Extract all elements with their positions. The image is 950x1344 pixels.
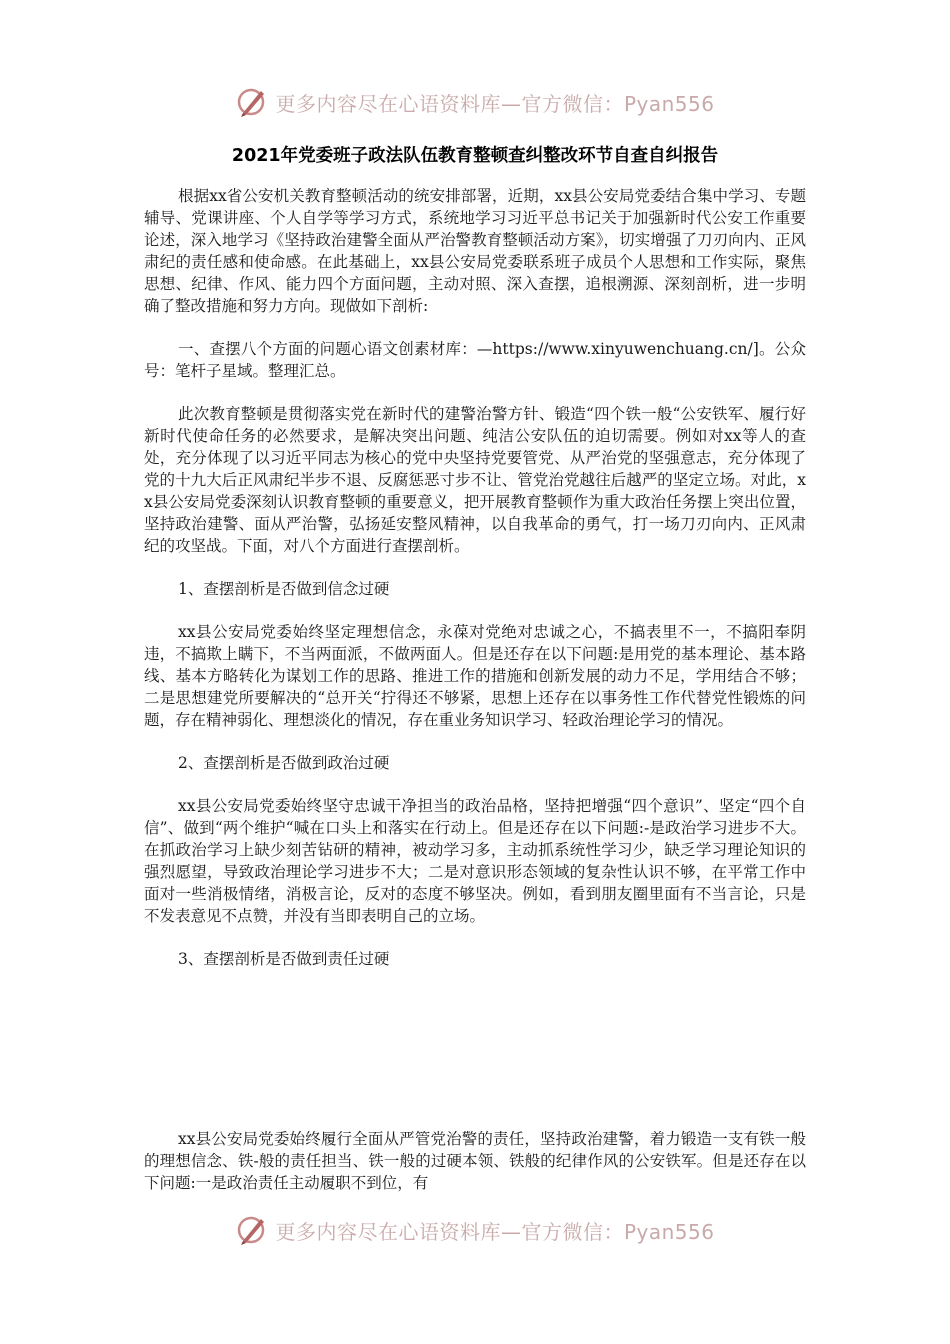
paragraph-responsibility: xx县公安局党委始终履行全面从严管党治警的责任，坚持政治建警，着力锻造一支有铁一般的理想信念、铁-般的责任担当、铁一般的过硬本领、铁般的纪律作风的公安铁军。但是还存在以下问题:一是政治责任主动履职不到位，有 [144,1130,806,1192]
section-heading-1: 一、查摆八个方面的问题心语文创素材库：—https://www.xinyuwenchuang.cn/]。公众号：笔杆子星域。整理汇总。 [144,340,806,380]
watermark-banner-bottom [0,1208,950,1252]
paragraph-belief: xx县公安局党委始终坚定理想信念，永葆对党绝对忠诚之心，不搞表里不一，不搞阳奉阴违，不搞欺上瞒下，不当两面派，不做两面人。但是还存在以下问题:是用党的基本理论、基本路线、基本方略转化为谋划工作的思路、推进工作的措施和创新发展的动力不足，学用结合不够；二是思想建党所要解决的“总开关“拧得还不够紧，思想上还存在以事务性工作代替党性锻炼的问题，存在精神弱化、理想淡化的情况，存在重业务知识学习、轻政治理论学习的情况。 [144,623,806,729]
document-title: 2021年党委班子政法队伍教育整顿查纠整改环节自查自纠报告 [231,146,719,166]
subheading-belief: 1、查摆剖析是否做到信念过硬 [178,580,390,598]
banner-text: 更多内容尽在心语资料库—官方微信：Pyan556 [275,91,715,116]
banner-text: 更多内容尽在心语资料库—官方微信：Pyan556 [275,1219,715,1244]
subheading-responsibility: 3、查摆剖析是否做到责任过硬 [178,950,390,968]
paragraph-politics: xx县公安局党委始终坚守忠诚干净担当的政治品格，坚持把增强“四个意识”、坚定“四个自信”、做到“两个维护“喊在口头上和落实在行动上。但是还存在以下问题:-是政治学习进步不大。在抓政治学习上缺少刻苦钻研的精神，被动学习多，主动抓系统性学习少，缺乏学习理论知识的强烈愿望，导致政治理论学习进步不大；二是对意识形态领域的复杂性认识不够，在平常工作中面对一些消极情绪，消极言论，反对的态度不够坚决。例如，看到朋友圈里面有不当言论，只是不发表意见不点赞，并没有当即表明自己的立场。 [144,797,806,925]
paragraph-intro: 根据xx省公安机关教育整顿活动的统安排部署，近期，xx县公安局党委结合集中学习、专题辅导、党课讲座、个人自学等学习方式，系统地学习习近平总书记关于加强新时代公安工作重要论述，深入地学习《坚持政治建警全面从严治警教育整顿活动方案》，切实增强了刀刃向内、正风肃纪的责任感和使命感。在此基础上，xx县公安局党委联系班子成员个人思想和工作实际，聚焦思想、纪律、作风、能力四个方面问题，主动对照、深入查摆，追根溯源、深刻剖析，进一步明确了整改措施和努力方向。现做如下剖析: [144,187,806,315]
watermark-banner-top [0,80,950,124]
pen-logo-icon [235,85,269,119]
subheading-politics: 2、查摆剖析是否做到政治过硬 [178,754,390,772]
pen-logo-icon [235,1213,269,1247]
paragraph-context: 此次教育整顿是贯彻落实党在新时代的建警治警方针、锻造“四个铁一般“公安铁军、履行好新时代使命任务的必然要求，是解决突出问题、纯洁公安队伍的迫切需要。例如对xx等人的查处，充分体现了以习近平同志为核心的党中央坚持党要管党、从严治党的坚强意志，充分体现了党的十九大后正风肃纪半步不退、反腐惩恶寸步不让、管党治党越往后越严的坚定立场。对此，xx县公安局党委深刻认识教育整顿的重要意义，把开展教育整顿作为重大政治任务摆上突出位置，坚持政治建警、面从严治警，弘扬延安整风精神，以自我革命的勇气，打一场刀刃向内、正风肃纪的攻坚战。下面，对八个方面进行查摆剖析。 [144,405,806,555]
document-body [144,185,806,991]
document-body-continued [144,1128,806,1202]
